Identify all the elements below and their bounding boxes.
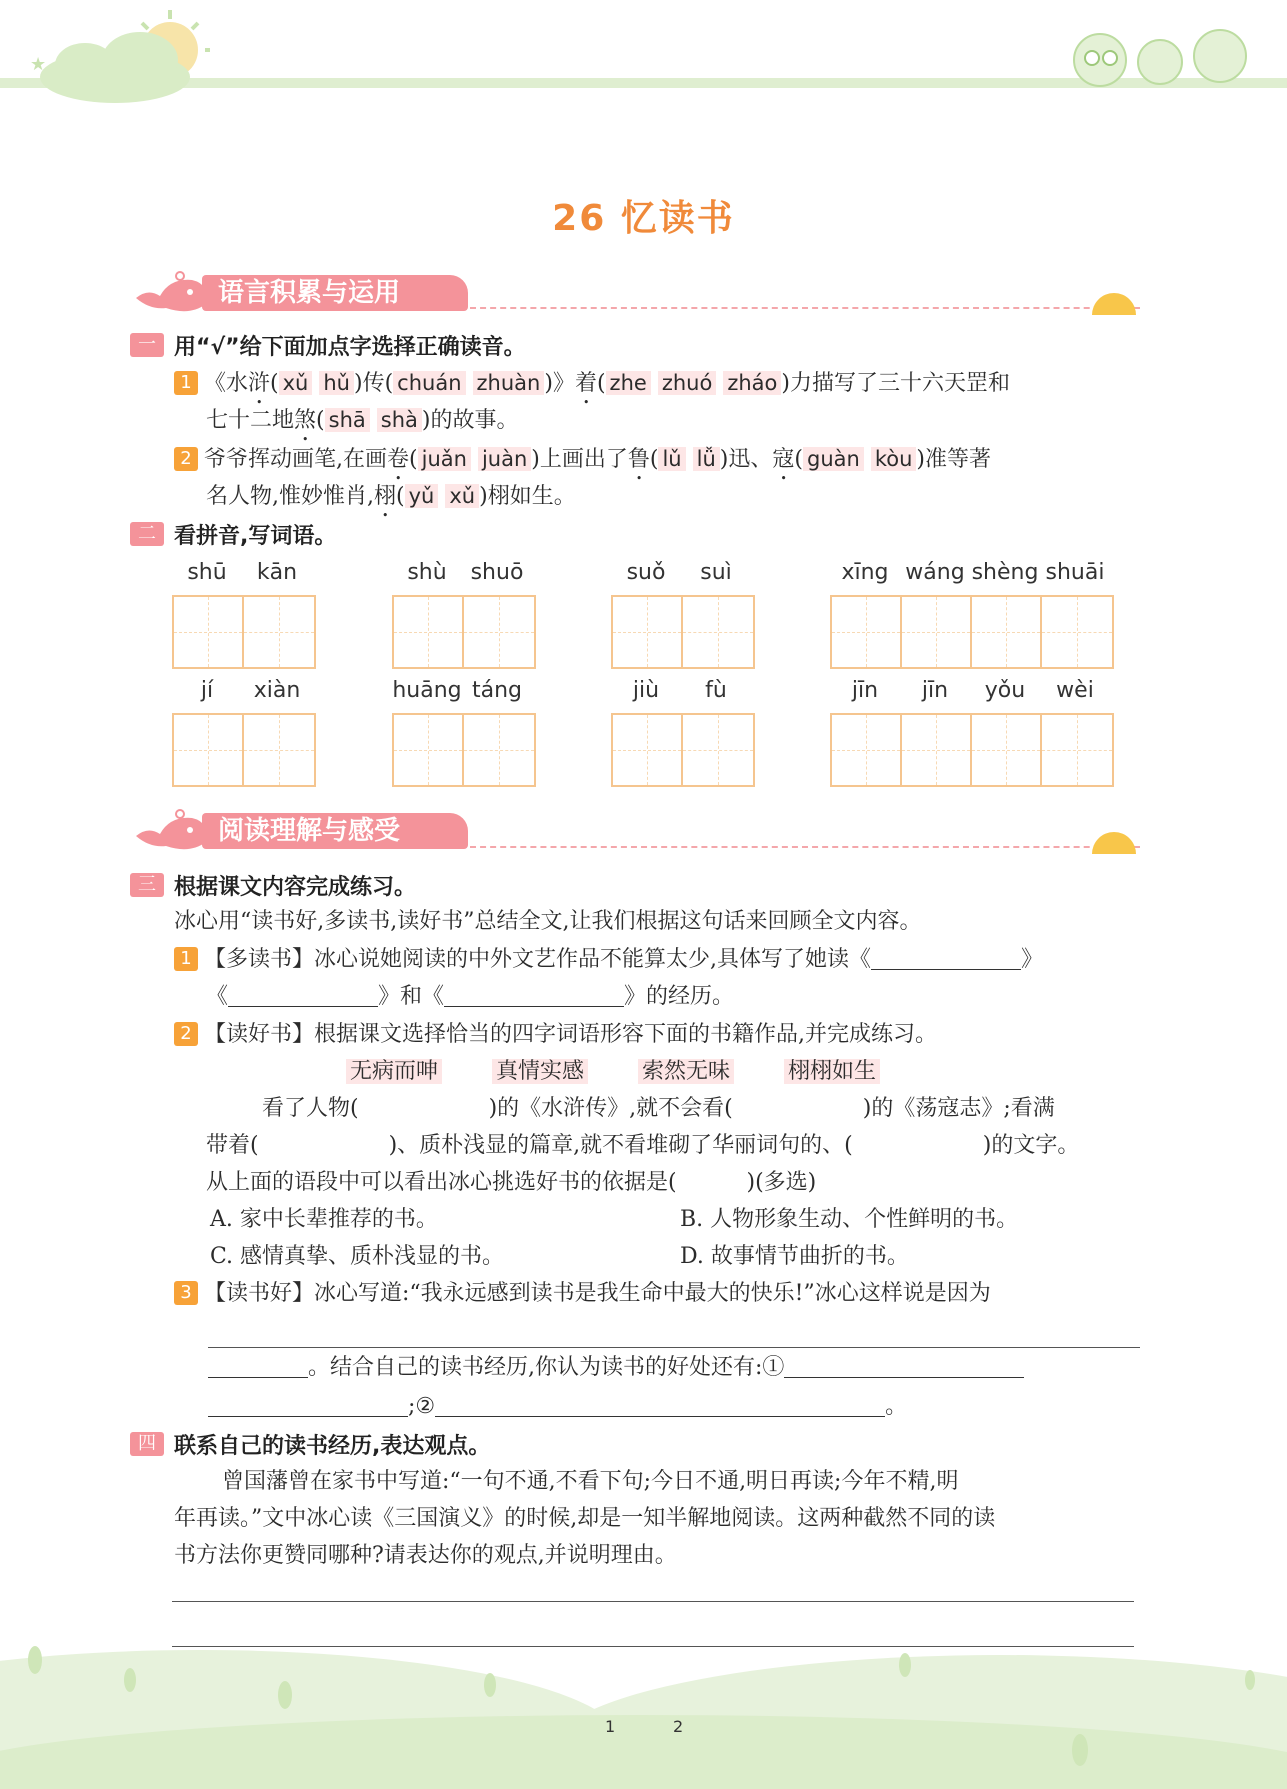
q3-item2-para-line2	[206, 1130, 1079, 1162]
blank[interactable]	[435, 1393, 885, 1417]
page-number-right: 2	[673, 1717, 684, 1736]
text: )栩如生。	[479, 484, 576, 509]
pinyin-option[interactable]: zhuàn	[473, 371, 545, 395]
text: )》	[544, 371, 575, 396]
text: 看了人物(	[262, 1096, 359, 1121]
pinyin-option[interactable]: chuán	[393, 371, 465, 395]
question-title: 根据课文内容完成练习。	[174, 875, 417, 900]
text: 《水	[204, 371, 249, 396]
pinyin-label: shèng	[971, 560, 1039, 585]
pinyin-option[interactable]: xǔ	[445, 484, 479, 508]
q1-item1-line1: 1 《水浒( xǔ hǔ )传( chuán zhuàn )》着( zhe zhuó zháo )力描写了三十六天罡和	[174, 367, 1010, 409]
text: 爷爷挥动画笔,在画	[204, 447, 387, 472]
svg-text:★: ★	[30, 54, 47, 75]
q1-item2-line1: 2 爷爷挥动画笔,在画卷( juǎn juàn )上画出了鲁( lǔ lǚ )迅、寇( guàn kòu )准等著	[174, 443, 991, 485]
q4-text-line1: 曾国藩曾在家书中写道:“一句不通,不看下句;今日不通,明日再读;今年不精,明	[222, 1469, 959, 1494]
pinyin-word-5	[172, 678, 316, 787]
pinyin-label: shū	[187, 560, 227, 585]
text: )准等著	[916, 447, 991, 472]
pinyin-label: yǒu	[984, 678, 1026, 703]
option-c[interactable]: C. 感情真挚、质朴浅显的书。	[210, 1244, 505, 1269]
pinyin-label: huāng	[392, 678, 462, 703]
blank[interactable]	[228, 983, 378, 1007]
pinyin-word-3	[611, 560, 755, 669]
option-d[interactable]: D. 故事情节曲折的书。	[680, 1244, 909, 1269]
divider	[470, 307, 1140, 309]
pinyin-label: táng	[471, 678, 522, 703]
pinyin-word-7	[611, 678, 755, 787]
pinyin-label: shuāi	[1045, 560, 1105, 585]
q3-item3-line3	[208, 1391, 907, 1423]
question-number: 三	[130, 873, 164, 897]
whale-icon	[130, 808, 210, 854]
q3-item3-line2	[208, 1352, 1024, 1384]
dotted-char: 鲁	[627, 447, 650, 472]
sun-icon	[1092, 293, 1136, 315]
q3-intro: 冰心用“读书好,多读书,读好书”总结全文,让我们根据这句话来回顾全文内容。	[174, 909, 922, 934]
pinyin-option[interactable]: lǔ	[658, 447, 685, 471]
question-title: 联系自己的读书经历,表达观点。	[174, 1434, 491, 1459]
pinyin-word-2	[392, 560, 536, 669]
text: 。结合自己的读书经历,你认为读书的好处还有:①	[308, 1355, 785, 1380]
section-label: 阅读理解与感受	[202, 813, 468, 849]
q3-item2-question: 从上面的语段中可以看出冰心挑选好书的依据是( )(多选)	[206, 1170, 817, 1195]
pinyin-word-6	[392, 678, 536, 787]
q3-item1-line2	[206, 981, 734, 1013]
writing-grid[interactable]	[611, 595, 755, 669]
text: )传(	[354, 371, 394, 396]
text: 带着(	[206, 1133, 259, 1158]
word-option: 无病而呻	[346, 1059, 442, 1084]
text: )的故事。	[421, 408, 519, 433]
text: 名人物,惟妙惟肖,	[206, 484, 374, 509]
text: )的文字。	[982, 1133, 1080, 1158]
text: 【多读书】冰心说她阅读的中外文艺作品不能算太少,具体写了她读《	[204, 947, 871, 972]
pinyin-label: wáng	[905, 560, 965, 585]
writing-grid[interactable]	[172, 595, 316, 669]
pinyin-label: shuō	[470, 560, 524, 585]
cloud-sun-decoration	[20, 5, 210, 105]
pinyin-option[interactable]: juàn	[478, 447, 531, 471]
pinyin-option[interactable]: yǔ	[405, 484, 439, 508]
pinyin-option[interactable]: shà	[377, 408, 422, 432]
writing-grid[interactable]	[830, 595, 1114, 669]
text: )力描写了三十六天罡和	[781, 371, 1010, 396]
pinyin-label: xīng	[841, 560, 889, 585]
writing-grid[interactable]	[392, 713, 536, 787]
section-banner-1	[130, 270, 470, 316]
question-number: 二	[130, 522, 164, 546]
section-label: 语言积累与运用	[202, 275, 468, 311]
pinyin-option[interactable]: lǚ	[693, 447, 720, 471]
pinyin-word-8	[830, 678, 1114, 787]
blank[interactable]	[208, 1354, 308, 1378]
blank[interactable]	[871, 946, 1021, 970]
writing-grid[interactable]	[611, 713, 755, 787]
pinyin-option[interactable]: guàn	[803, 447, 864, 471]
pinyin-label: kān	[256, 560, 298, 585]
dotted-char: 煞	[294, 408, 317, 433]
text: 【读书好】冰心写道:“我永远感到读书是我生命中最大的快乐!”冰心这样说是因为	[204, 1281, 991, 1306]
question-number: 一	[130, 333, 164, 357]
writing-grid[interactable]	[830, 713, 1114, 787]
answer-line[interactable]	[208, 1347, 1140, 1348]
pinyin-label: xiàn	[253, 678, 301, 703]
text: 》的经历。	[624, 984, 735, 1009]
q3-item2-line1	[174, 1019, 937, 1051]
q1-item1-line2: 七十二地煞( shā shà )的故事。	[206, 408, 519, 433]
animals-decoration	[1060, 20, 1260, 90]
section-banner-2	[130, 808, 470, 854]
pinyin-label: suì	[700, 560, 732, 585]
word-bank	[346, 1056, 880, 1088]
blank[interactable]	[784, 1354, 1024, 1378]
option-b[interactable]: B. 人物形象生动、个性鲜明的书。	[680, 1207, 1019, 1232]
pinyin-option[interactable]: xǔ	[279, 371, 313, 395]
dotted-char: 栩	[374, 484, 397, 509]
page-number-left: 1	[605, 1717, 616, 1736]
text: 《	[206, 984, 229, 1009]
word-option: 索然无味	[638, 1059, 734, 1084]
text: )上画出了	[531, 447, 628, 472]
pinyin-label: jīn	[921, 678, 949, 703]
text: 。	[885, 1394, 908, 1419]
pinyin-option[interactable]: hǔ	[319, 371, 354, 395]
pinyin-option[interactable]: kòu	[871, 447, 917, 471]
word-option: 真情实感	[492, 1059, 588, 1084]
pinyin-word-4	[830, 560, 1114, 669]
blank[interactable]	[444, 983, 624, 1007]
text: )、质朴浅显的篇章,就不看堆砌了华丽词句的、(	[388, 1133, 853, 1158]
text: ;②	[408, 1394, 436, 1419]
item-number: 2	[174, 447, 198, 471]
option-a[interactable]: A. 家中长辈推荐的书。	[210, 1207, 438, 1232]
word-option: 栩栩如生	[784, 1059, 880, 1084]
dotted-char: 寇	[772, 447, 795, 472]
whale-icon	[130, 270, 210, 316]
pinyin-label: wèi	[1056, 678, 1094, 703]
question-title: 看拼音,写词语。	[174, 524, 337, 549]
pinyin-option[interactable]: zhuó	[658, 371, 717, 395]
pinyin-word-1	[172, 560, 316, 669]
q3-item2-para-line1	[262, 1093, 1055, 1125]
item-number: 3	[174, 1281, 198, 1305]
text: 七十二地	[206, 408, 295, 433]
pinyin-option[interactable]: shā	[325, 408, 370, 432]
item-number: 1	[174, 371, 198, 395]
text: 》	[1021, 947, 1044, 972]
pinyin-label: jí	[200, 678, 214, 703]
pinyin-label: fù	[705, 678, 727, 703]
text: )的《水浒传》,就不会看(	[488, 1096, 733, 1121]
text: 【读好书】根据课文选择恰当的四字词语形容下面的书籍作品,并完成练习。	[204, 1022, 937, 1047]
writing-grid[interactable]	[172, 713, 316, 787]
q3-item1-line1	[174, 944, 1043, 976]
q4-text-line3: 书方法你更赞同哪种?请表达你的观点,并说明理由。	[174, 1543, 677, 1568]
dotted-char: 浒	[248, 371, 271, 396]
pinyin-option[interactable]: zhe	[606, 371, 651, 395]
q3-item3-line1	[174, 1278, 991, 1310]
sun-icon	[1092, 832, 1136, 854]
dotted-char: 着	[574, 371, 597, 396]
text: )迅、	[719, 447, 773, 472]
pinyin-label: suǒ	[626, 560, 666, 585]
text: )的《荡寇志》;看满	[862, 1096, 1055, 1121]
blank[interactable]	[208, 1393, 408, 1417]
text: 》和《	[378, 984, 445, 1009]
pinyin-label: jīn	[851, 678, 879, 703]
divider	[470, 846, 1140, 848]
writing-grid[interactable]	[392, 595, 536, 669]
q4-text-line2: 年再读。”文中冰心读《三国演义》的时候,却是一知半解地阅读。这两种截然不同的读	[174, 1506, 996, 1531]
item-number: 2	[174, 1022, 198, 1046]
question-title: 用“√”给下面加点字选择正确读音。	[174, 335, 526, 360]
q1-item2-line2: 名人物,惟妙惟肖,栩( yǔ xǔ )栩如生。	[206, 484, 576, 509]
pinyin-option[interactable]: juǎn	[418, 447, 471, 471]
pinyin-option[interactable]: zháo	[723, 371, 781, 395]
question-number: 四	[130, 1432, 164, 1456]
landscape-decoration	[0, 1600, 1287, 1789]
pinyin-label: jiù	[632, 678, 660, 703]
pinyin-label: shù	[407, 560, 447, 585]
item-number: 1	[174, 947, 198, 971]
dotted-char: 卷	[387, 447, 410, 472]
lesson-title: 26 忆读书	[552, 198, 735, 239]
